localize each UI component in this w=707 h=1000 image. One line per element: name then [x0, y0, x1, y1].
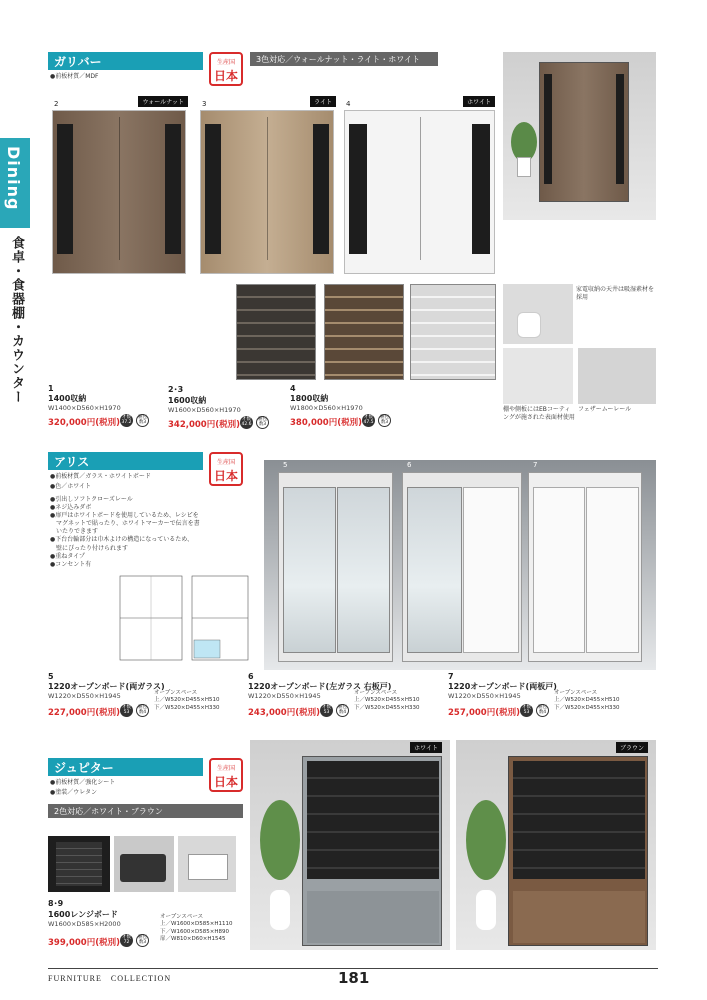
konpou-badge: 梱包数4: [136, 704, 149, 717]
photo-index: 5: [283, 461, 288, 469]
photo-index: 4: [346, 100, 351, 108]
color-tag: ウォールナット: [138, 96, 188, 107]
side-tab-label: Dining: [4, 146, 23, 211]
product-price: 227,000円(税別): [48, 708, 120, 718]
saisu-badge: 才数53: [320, 704, 333, 717]
galiba-photo-light: [196, 100, 338, 276]
jupiter-detail-photo-2: [114, 836, 174, 892]
badge-line2: 日本: [213, 775, 238, 789]
open-space-label: オープンスペース: [160, 914, 204, 920]
side-category: 食卓・食器棚・カウンター: [9, 236, 24, 404]
open-space-info: [554, 690, 620, 712]
alice-spec-material: ●前板材質／ガラス・ホワイトボード: [50, 473, 151, 480]
product-2-3: [168, 384, 286, 432]
alice-photo-5: [278, 461, 393, 662]
product-name: 1400収納: [48, 394, 87, 403]
product-size: W1800×D560×H1970: [290, 404, 363, 412]
product-price: 399,000円(税別): [48, 938, 120, 948]
open-space-label: オープンスペース: [354, 690, 398, 696]
open-space-label: オープンスペース: [554, 690, 598, 696]
badge-line1: 生産国: [216, 459, 235, 466]
product-number: 2･3: [168, 385, 184, 394]
konpou-badge: 梱包数3: [256, 416, 269, 429]
alice-spec-color: ●色／ホワイト: [50, 483, 92, 490]
feature-line: ●ネジ込みダボ: [50, 504, 92, 512]
product-7: [448, 672, 656, 728]
product-1: [48, 384, 164, 430]
cabinet-image: [344, 110, 495, 274]
jupiter-spec-material: ●前板材質／強化シート: [50, 779, 116, 786]
side-tab: [0, 138, 30, 228]
product-name: 1220オープンボード(両ガラス): [48, 682, 165, 691]
alice-photo-panel: [264, 460, 656, 670]
coating-photo: [503, 348, 573, 404]
galiba-photo-white: [342, 100, 497, 276]
section-title-alice: アリス: [48, 452, 203, 470]
jupiter-detail-photo-1: [48, 836, 110, 892]
saisu-badge: 才数53: [120, 704, 133, 717]
photo-index: 3: [202, 100, 207, 108]
saisu-badge: 才数37.2: [120, 414, 133, 427]
open-space-top: 上／W520×D455×H510: [154, 697, 220, 704]
open-shelf-walnut: [236, 284, 316, 380]
product-price: 342,000円(税別): [168, 420, 240, 430]
open-space-bottom: 下／W520×D455×H330: [354, 704, 420, 711]
made-in-japan-badge: [209, 52, 243, 86]
color-tag: ライト: [310, 96, 336, 107]
note-shelf: 棚や側板にはEBコーティングが施された表面材使用: [503, 406, 575, 422]
badge-line1: 生産国: [216, 765, 235, 772]
feature-line: ●扉戸はホワイトボードを使用しているため、レシピを: [50, 512, 199, 520]
product-size: W1220×D550×H1945: [448, 692, 521, 700]
feature-line: マグネットで貼ったり、ホワイトマーカーで伝言を書: [50, 520, 200, 528]
galiba-room-photo: [503, 52, 656, 220]
product-name: 1600収納: [168, 396, 207, 405]
rail-photo: [578, 348, 656, 404]
feature-line: ●コンセント有: [50, 560, 92, 568]
feature-line: ●重ねタイプ: [50, 552, 85, 560]
product-name: 1220オープンボード(左ガラス 右板戸): [248, 682, 392, 691]
product-6: [248, 672, 444, 728]
galiba-photo-walnut: [48, 100, 190, 276]
konpou-badge: 梱包数3: [136, 934, 149, 947]
konpou-badge: 梱包数4: [336, 704, 349, 717]
product-size: W1600×D560×H1970: [168, 406, 241, 414]
product-price: 243,000円(税別): [248, 708, 320, 718]
feature-line: ●下台台輪部分は巾木よけの構造になっているため、: [50, 536, 193, 544]
feature-line: ●引出しソフトクローズレール: [50, 496, 133, 503]
galiba-spec: ●前板材質／MDF: [50, 73, 99, 80]
konpou-badge: 梱包数3: [378, 414, 391, 427]
galiba-color-bar: 3色対応／ウォールナット・ライト・ホワイト: [250, 52, 438, 66]
product-size: W1400×D560×H1970: [48, 404, 121, 412]
cabinet-image: [52, 110, 186, 274]
photo-index: 6: [407, 461, 412, 469]
product-5: [48, 672, 244, 728]
jupiter-color-bar: 2色対応／ホワイト・ブラウン: [48, 804, 243, 818]
product-size: W1220×D550×H1945: [48, 692, 121, 700]
badge-line2: 日本: [213, 469, 238, 483]
product-price: 257,000円(税別): [448, 708, 520, 718]
product-price: 380,000円(税別): [290, 418, 362, 428]
product-name: 1800収納: [290, 394, 329, 403]
product-size: W1220×D550×H1945: [248, 692, 321, 700]
jupiter-spec-paint: ●塗装／ウレタン: [50, 789, 97, 796]
open-space-label: オープンスペース: [154, 690, 198, 696]
product-name: 1220オープンボード(両板戸): [448, 682, 557, 691]
section-title-galiba: ガリバー: [48, 52, 203, 70]
badge-line1: 生産国: [216, 59, 235, 66]
badge-line2: 日本: [213, 69, 238, 83]
open-space-drawer: 扉／W810×D60×H1545: [160, 936, 226, 943]
made-in-japan-badge: [209, 758, 243, 792]
alice-photo-6: [402, 461, 522, 662]
product-name: 1600レンジボード: [48, 910, 118, 919]
page-number: 181: [338, 969, 370, 987]
open-space-bottom: 下／W1600×D585×H890: [160, 928, 230, 935]
note-kaden: 家電収納の天井は吸湿素材を採用: [576, 286, 655, 302]
color-tag: ホワイト: [463, 96, 495, 107]
product-number: 1: [48, 384, 54, 393]
product-number: 8･9: [48, 899, 64, 908]
made-in-japan-badge: [209, 452, 243, 486]
saisu-badge: 才数53: [520, 704, 533, 717]
note-rail: フェザームーレール: [578, 406, 632, 413]
alice-dimension-drawing: [100, 570, 250, 670]
product-size: W1600×D585×H2000: [48, 920, 121, 928]
section-title-jupiter: ジュピター: [48, 758, 203, 776]
product-number: 6: [248, 672, 254, 681]
cabinet-image: [200, 110, 334, 274]
product-number: 4: [290, 384, 296, 393]
color-tag: ブラウン: [616, 742, 648, 753]
konpou-badge: 梱包数4: [536, 704, 549, 717]
photo-index: 7: [533, 461, 538, 469]
kaden-photo: [503, 284, 573, 344]
product-number: 7: [448, 672, 454, 681]
open-space-top: 上／W1600×D585×H1110: [160, 921, 233, 928]
jupiter-photo-brown: [456, 740, 656, 950]
alice-photo-7: [528, 461, 642, 662]
alice-features: [50, 496, 250, 569]
product-price: 320,000円(税別): [48, 418, 120, 428]
open-space-bottom: 下／W520×D455×H330: [154, 704, 220, 711]
product-4: [290, 384, 408, 430]
open-shelf-white: [410, 284, 496, 380]
konpou-badge: 梱包数3: [136, 414, 149, 427]
open-space-info: [354, 690, 420, 712]
jupiter-open-space-info: [160, 914, 233, 944]
open-shelf-light: [324, 284, 404, 380]
open-space-top: 上／W520×D455×H510: [554, 697, 620, 704]
open-space-top: 上／W520×D455×H510: [354, 697, 420, 704]
jupiter-photo-white: [250, 740, 450, 950]
product-number: 5: [48, 672, 54, 681]
open-space-bottom: 下／W520×D455×H330: [554, 704, 620, 711]
footer-brand: FURNITURE COLLECTION: [48, 974, 172, 983]
feature-line: いたりできます: [50, 528, 99, 536]
saisu-badge: 才数47.5: [362, 414, 375, 427]
jupiter-detail-photo-3: [178, 836, 236, 892]
open-space-info: [154, 690, 220, 712]
color-tag: ホワイト: [410, 742, 442, 753]
saisu-badge: 才数42.6: [240, 416, 253, 429]
photo-index: 2: [54, 100, 59, 108]
saisu-badge: 才数72: [120, 934, 133, 947]
feature-line: 壁にぴったり付けられます: [50, 544, 129, 552]
